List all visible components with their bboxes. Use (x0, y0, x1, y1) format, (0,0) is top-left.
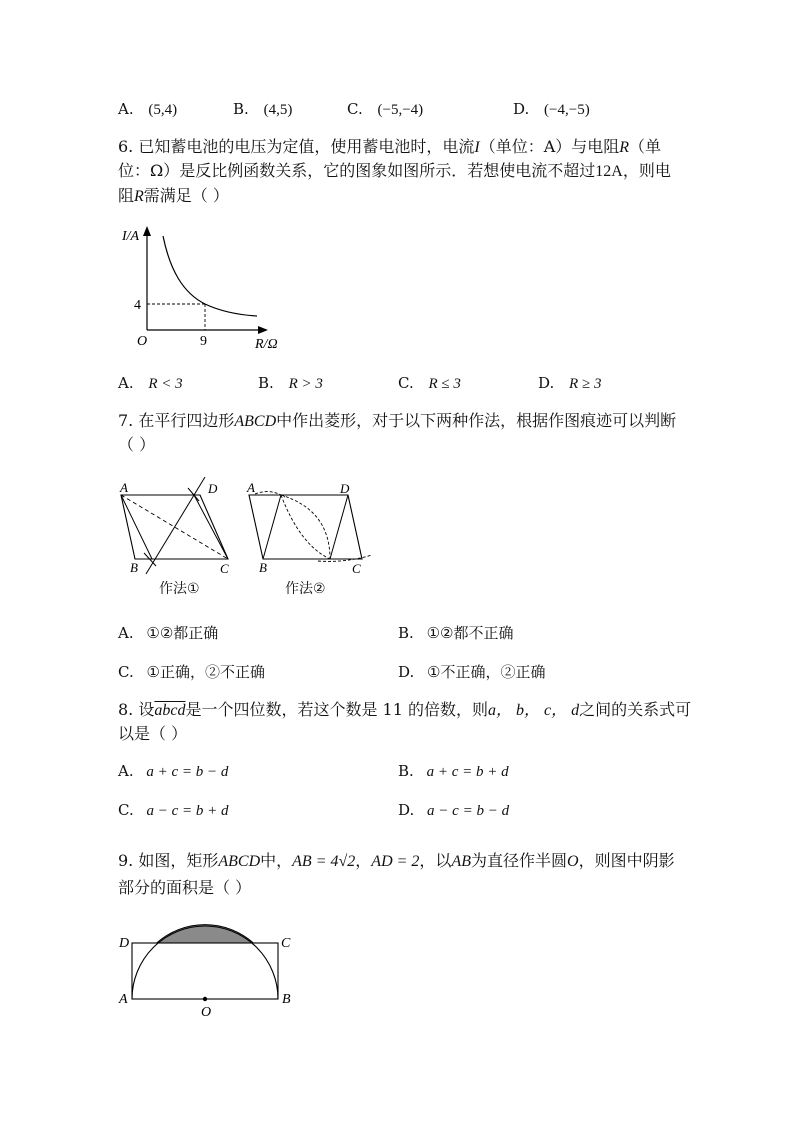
q9-line-1: 9. 如图，矩形ABCD中，AB = 4√2，AD = 2，以AB为直径作半圆O，则图中阴影 (118, 851, 675, 870)
q7-option-a[interactable]: A. ①②都正确 (118, 624, 219, 642)
q6-option-d[interactable]: D. R ≥ 3 (538, 374, 602, 392)
q9-center-point (203, 997, 207, 1001)
q7-fig1-label-a: A (120, 480, 128, 495)
q7-fig2-label-b: B (259, 560, 267, 575)
q6-y-label: I/A (122, 229, 140, 244)
q6-option-b[interactable]: B. R > 3 (258, 374, 323, 392)
q7-fig2-label-a: A (247, 480, 255, 495)
q7-fig1-label-b: B (130, 560, 138, 575)
q7-fig1-label-c: C (220, 561, 229, 576)
q8-overline-number: abcd (154, 702, 186, 719)
q7-fig1-caption: 作法① (159, 581, 200, 597)
q9-rectangle (132, 943, 278, 999)
q7-fig1-label-d: D (208, 481, 218, 496)
q6-line-1: 6. 已知蓄电池的电压为定值，使用蓄电池时，电流I（单位：A）与电阻R（单 (118, 137, 662, 156)
q8-option-c[interactable]: C. a − c = b + d (118, 801, 229, 819)
q6-x-tick: 9 (200, 334, 207, 349)
q6-y-tick: 4 (134, 298, 141, 313)
q9-label-c: C (281, 936, 291, 951)
q5-option-c[interactable]: C. (−5,−4) (347, 100, 424, 118)
q9-label-a: A (119, 992, 128, 1007)
q6-option-a[interactable]: A. R < 3 (118, 374, 183, 392)
q8-line-2: 以是（ ） (118, 724, 188, 743)
q8-option-a[interactable]: A. a + c = b − d (118, 762, 229, 780)
q7-line-2: （ ） (118, 435, 156, 454)
q6-line-2: 位：Ω）是反比例函数关系，它的图象如图所示．若想使电流不超过12A，则电 (118, 161, 671, 180)
q9-label-b: B (282, 992, 291, 1007)
q6-line-3: 阻R需满足（ ） (118, 186, 229, 205)
q7-fig2-caption: 作法② (285, 581, 326, 597)
q9-line-2: 部分的面积是（ ） (118, 878, 252, 897)
q7-fig2-label-d: D (340, 481, 350, 496)
q8-line-1: 8. 设abcd是一个四位数，若这个数是 11 的倍数，则a， b， c， d之间的关系式可 (118, 700, 692, 719)
q8-option-b[interactable]: B. a + c = b + d (398, 762, 509, 780)
q6-origin: O (137, 334, 148, 349)
q9-label-o: O (201, 1005, 212, 1020)
q6-x-label: R/Ω (255, 337, 278, 352)
q5-option-b[interactable]: B. (4,5) (233, 100, 293, 118)
q7-option-b[interactable]: B. ①②都不正确 (398, 624, 514, 642)
q9-ab-expression: AB = 4√2 (292, 853, 356, 870)
q5-option-a[interactable]: A. (5,4) (118, 100, 178, 118)
q9-label-d: D (119, 936, 130, 951)
q7-option-d[interactable]: D. ①不正确，②正确 (398, 663, 546, 681)
q7-line-1: 7. 在平行四边形ABCD中作出菱形，对于以下两种作法，根据作图痕迹可以判断 (118, 411, 677, 430)
q5-option-d[interactable]: D. (−4,−5) (513, 100, 590, 118)
q7-option-c[interactable]: C. ①正确，②不正确 (118, 663, 265, 681)
q8-option-d[interactable]: D. a − c = b − d (398, 801, 510, 819)
q6-option-c[interactable]: C. R ≤ 3 (398, 374, 461, 392)
q7-fig2-label-c: C (352, 561, 361, 576)
